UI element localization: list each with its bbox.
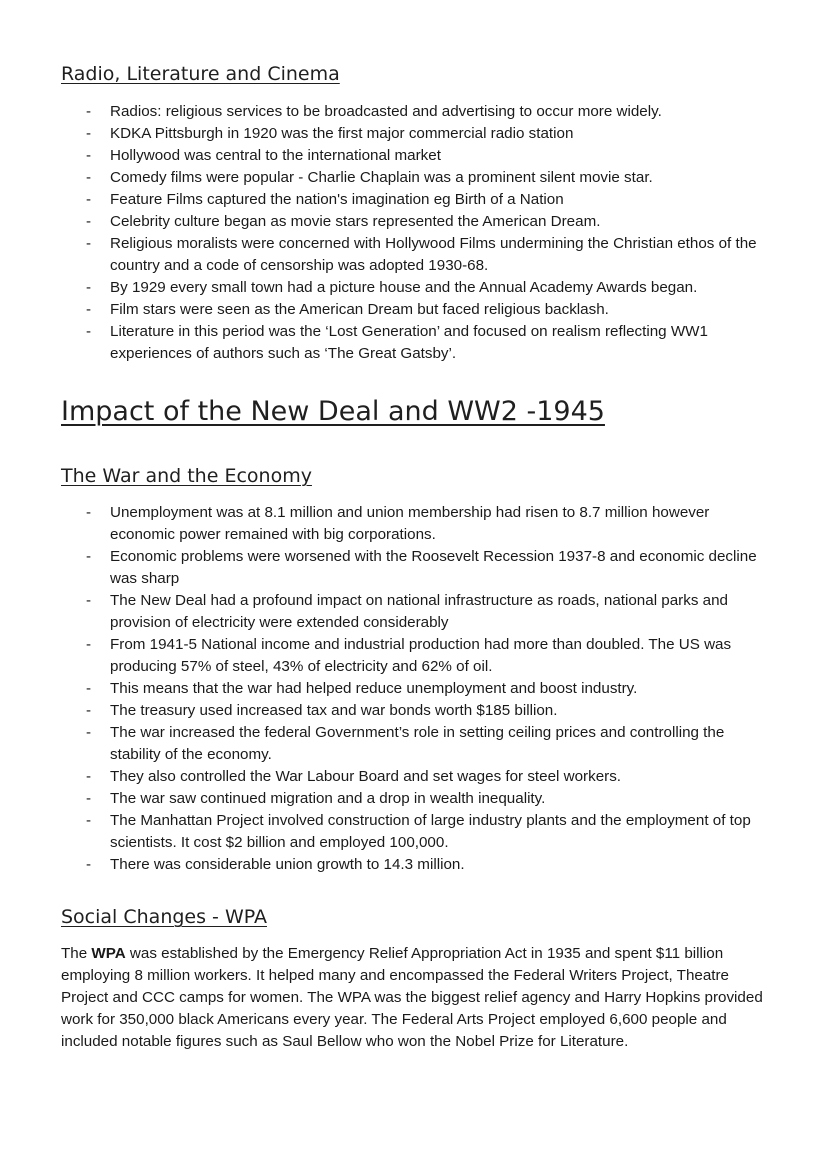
dash-bullet: -: [86, 702, 92, 719]
dash-bullet: -: [86, 213, 92, 230]
list-item: - The war increased the federal Government’s role in setting ceiling prices and controlling the stability of the economy.: [86, 724, 725, 763]
dash-bullet: -: [86, 680, 92, 697]
list-item: - This means that the war had helped reduce unemployment and boost industry.: [0, 678, 828, 700]
list-item: - The Manhattan Project involved construction of large industry plants and the employment of top scientists. It cost $2 billion and employed 100,000.: [86, 812, 751, 851]
list-item: - From 1941-5 National income and industrial production had more than doubled. The US was producing 57% of steel, 43% of electricity and 62% of oil.: [86, 636, 732, 675]
dash-bullet: -: [86, 169, 92, 186]
list-item: - Literature in this period was the ‘Lost Generation’ and focused on realism reflecting WW1 experiences of authors such as ‘The Great Gatsby’.: [86, 323, 708, 362]
list-item: - Hollywood was central to the international market: [0, 145, 828, 167]
list-item: - Religious moralists were concerned with Hollywood Films undermining the Christian ethos of the country and a code of censorship was adopted 1930-68.: [86, 235, 757, 274]
radio-literature-cinema-heading: Radio, Literature and Cinema: [61, 63, 340, 85]
wpa-bold-term: WPA: [91, 945, 126, 962]
list-item: - Radios: religious services to be broadcasted and advertising to occur more widely.: [0, 101, 828, 123]
dash-bullet: -: [86, 790, 92, 807]
dash-bullet: -: [86, 768, 92, 785]
list-item: - Celebrity culture began as movie stars represented the American Dream.: [0, 211, 828, 233]
dash-bullet: -: [86, 147, 92, 164]
list-item: - By 1929 every small town had a picture house and the Annual Academy Awards began.: [0, 277, 828, 299]
wpa-paragraph: The WPA was established by the Emergency Relief Appropriation Act in 1935 and spent $11 billion employing 8 million workers. It helped many and encompassed the Federal Writers Project, Theatre Project and CCC camps for women. The WPA was the biggest relief agency and Harry Hopkins provided work for 350,000 black Americans every year. The Federal Arts Project employed 6,600 people and included notable figures such as Saul Bellow who won the Nobel Prize for Literature.: [61, 945, 763, 1050]
list-item: - The New Deal had a profound impact on national infrastructure as roads, national parks and provision of electricity were extended considerably: [86, 592, 728, 631]
list-item: - Economic problems were worsened with the Roosevelt Recession 1937-8 and economic decline was sharp: [86, 548, 757, 587]
list-item: - The war saw continued migration and a drop in wealth inequality.: [0, 788, 828, 810]
list-item: - Feature Films captured the nation's imagination eg Birth of a Nation: [0, 189, 828, 211]
list-item: - KDKA Pittsburgh in 1920 was the first major commercial radio station: [0, 123, 828, 145]
dash-bullet: -: [86, 592, 92, 609]
dash-bullet: -: [86, 103, 92, 120]
war-economy-heading: The War and the Economy: [61, 465, 312, 487]
dash-bullet: -: [86, 504, 92, 521]
list-item: - The treasury used increased tax and war bonds worth $185 billion.: [0, 700, 828, 722]
dash-bullet: -: [86, 548, 92, 565]
dash-bullet: -: [86, 125, 92, 142]
list-item: - There was considerable union growth to 14.3 million.: [0, 854, 828, 876]
list-item: - Film stars were seen as the American Dream but faced religious backlash.: [0, 299, 828, 321]
social-changes-heading: Social Changes - WPA: [61, 906, 267, 928]
dash-bullet: -: [86, 812, 92, 829]
dash-bullet: -: [86, 301, 92, 318]
dash-bullet: -: [86, 724, 92, 741]
dash-bullet: -: [86, 856, 92, 873]
list-item: - Unemployment was at 8.1 million and union membership had risen to 8.7 million however economic power remained with big corporations.: [86, 504, 710, 543]
radio-literature-cinema-list: [0, 101, 828, 365]
dash-bullet: -: [86, 191, 92, 208]
dash-bullet: -: [86, 235, 92, 252]
list-item: - They also controlled the War Labour Board and set wages for steel workers.: [0, 766, 828, 788]
list-item: - Comedy films were popular - Charlie Chaplain was a prominent silent movie star.: [0, 167, 828, 189]
war-economy-list: [0, 502, 828, 876]
impact-title: Impact of the New Deal and WW2 -1945: [61, 396, 605, 427]
dash-bullet: -: [86, 323, 92, 340]
dash-bullet: -: [86, 279, 92, 296]
dash-bullet: -: [86, 636, 92, 653]
